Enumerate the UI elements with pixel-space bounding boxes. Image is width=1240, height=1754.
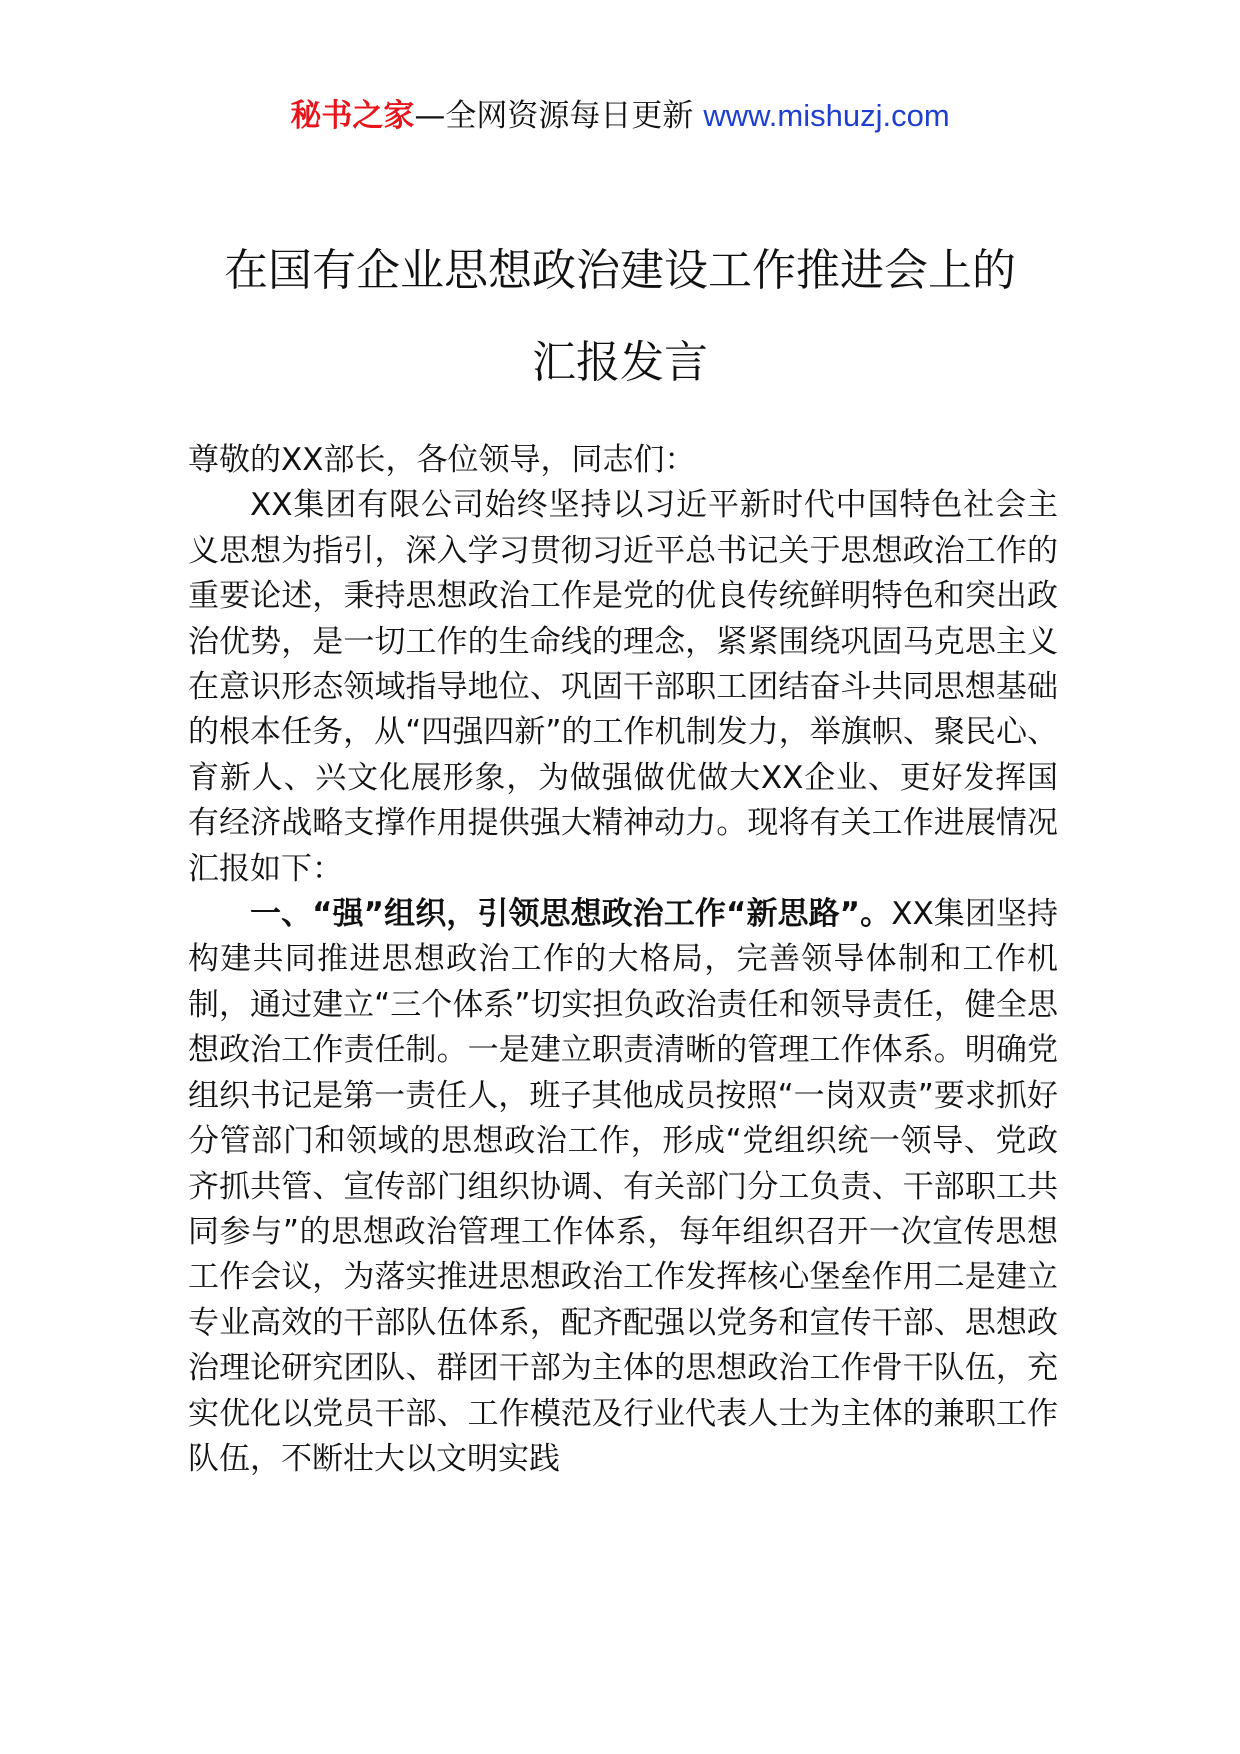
- document-title: [150, 225, 1090, 409]
- document-title-line-2: 汇报发言: [532, 337, 708, 388]
- site-header-banner: [0, 96, 1240, 136]
- section-1-heading: 一、“强”组织，引领思想政治工作“新思路”。: [250, 896, 892, 933]
- salutation: 尊敬的XX部长，各位领导，同志们：: [188, 442, 696, 478]
- paragraph-intro: XX集团有限公司始终坚持以习近平新时代中国特色社会主义思想为指引，深入学习贯彻习近平总书记关于思想政治工作的重要论述，秉持思想政治工作是党的优良传统鲜明特色和突出政治优势，是一切工作的生命线的理念，紧紧围绕巩固马克思主义在意识形态领域指导地位、巩固干部职工团结奋斗共同思想基础的根本任务，从“四强四新”的工作机制发力，举旗帜、聚民心、育新人、兴文化展形象，为做强做优做大XX企业、更好发挥国有经济战略支撑作用提供强大精神动力。现将有关工作进展情况汇报如下：: [188, 487, 1058, 887]
- document-body: [188, 438, 1058, 1482]
- section-1-body: XX集团坚持构建共同推进思想政治工作的大格局，完善领导体制和工作机制，通过建立“三个体系”切实担负政治责任和领导责任，健全思想政治工作责任制。一是建立职责清晰的管理工作体系。明确党组织书记是第一责任人，班子其他成员按照“一岗双责”要求抓好分管部门和领域的思想政治工作，形成“党组织统一领导、党政齐抓共管、宣传部门组织协调、有关部门分工负责、干部职工共同参与”的思想政治管理工作体系，每年组织召开一次宣传思想工作会议，为落实推进思想政治工作发挥核心堡垒作用二是建立专业高效的干部队伍体系，配齐配强以党务和宣传干部、思想政治理论研究团队、群团干部为主体的思想政治工作骨干队伍，充实优化以党员干部、工作模范及行业代表人士为主体的兼职工作队伍，不断壮大以文明实践: [188, 896, 1058, 1477]
- site-url-link[interactable]: www.mishuzj.com: [703, 98, 950, 133]
- paragraph-section-1: [188, 892, 1058, 1482]
- site-brand-name: 秘书之家: [290, 98, 415, 134]
- site-tagline: —全网资源每日更新: [414, 98, 694, 134]
- document-title-line-1: 在国有企业思想政治建设工作推进会上的: [224, 245, 1016, 296]
